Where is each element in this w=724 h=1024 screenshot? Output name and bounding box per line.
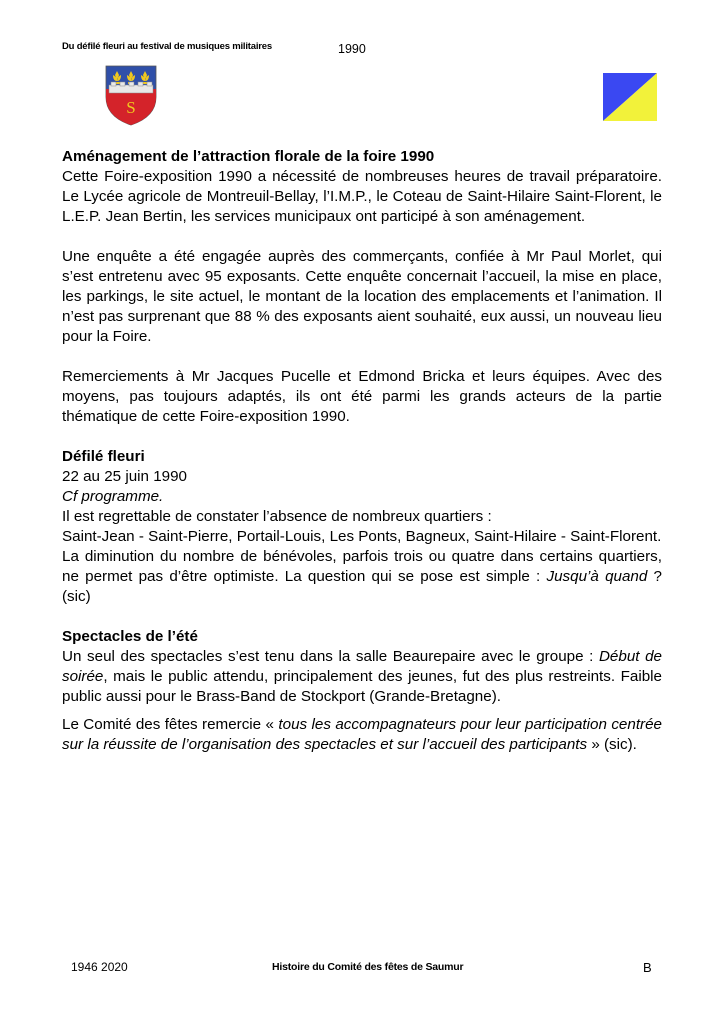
section-title-spectacles: Spectacles de l’été <box>62 628 198 645</box>
spectacles-text-b: , mais le public attendu, principalement des jeunes, fut des plus restreints. Faible public aussi pour le Brass-Band de Stockport (Grande-Bretagne). <box>62 668 662 705</box>
paragraph-remerciements: Remerciements à Mr Jacques Pucelle et Edmond Bricka et leurs équipes. Avec des moyens, pas toujours adaptés, ils ont été parmi les grands acteurs de la partie thématique de cette Foire-exposition 1990. <box>62 368 662 425</box>
footer-title: Histoire du Comité des fêtes de Saumur <box>272 961 464 973</box>
comite-text-b: » (sic). <box>587 736 637 753</box>
defile-date: 22 au 25 juin 1990 <box>62 468 187 485</box>
jusqu-a-quand: Jusqu’à quand <box>546 568 648 585</box>
section-title-defile: Défilé fleuri <box>62 448 145 465</box>
page-body <box>62 147 662 755</box>
section-title-amenagement: Aménagement de l’attraction florale de la foire 1990 <box>62 148 435 165</box>
paragraph-comite-remercie <box>62 715 662 755</box>
cf-programme: Cf programme. <box>62 488 164 505</box>
debut-de-soiree: Début de soirée <box>62 648 662 685</box>
crest-letter: S <box>126 98 136 117</box>
spectacles-text-a: Un seul des spectacles s’est tenu dans la salle Beaurepaire avec le groupe : <box>62 648 599 665</box>
paragraph-absence-quartiers: Il est regrettable de constater l’absence de nombreux quartiers : <box>62 508 492 525</box>
paragraph-benevoles <box>62 547 662 607</box>
blue-yellow-flag-icon <box>603 73 657 121</box>
paragraph-foire-preparation: Cette Foire-exposition 1990 a nécessité de nombreuses heures de travail préparatoire. Le Lycée agricole de Montreuil-Bellay, l’I.M.P., le Coteau de Saint-Hilaire Saint-Florent, le L.E.P. Jean Bertin, les services municipaux ont participé à son aménagement. <box>62 168 662 225</box>
footer-page-letter: B <box>643 960 652 975</box>
paragraph-spectacles <box>62 647 662 707</box>
running-header-subtitle: Du défilé fleuri au festival de musiques militaires <box>62 41 272 52</box>
comite-text-a: Le Comité des fêtes remercie « <box>62 716 279 733</box>
paragraph-quartiers-list: Saint-Jean - Saint-Pierre, Portail-Louis, Les Ponts, Bagneux, Saint-Hilaire - Saint-Florent. <box>62 528 662 545</box>
benevoles-end: ? (sic) <box>62 568 663 605</box>
saumur-coat-of-arms-icon <box>103 63 159 127</box>
comite-quote: tous les accompagnateurs pour leur participation centrée sur la réussite de l’organisation des spectacles et sur l’accueil des participants <box>62 716 662 753</box>
footer-years: 1946 2020 <box>71 960 128 974</box>
running-header-year: 1990 <box>338 42 366 56</box>
paragraph-enquete: Une enquête a été engagée auprès des commerçants, confiée à Mr Paul Morlet, qui s’est entretenu avec 95 exposants. Cette enquête concernait l’accueil, la mise en place, les parkings, le site actuel, le montant de la location des emplacements et l’animation. Il n’est pas surprenant que 88 % des exposants aient souhaité, eux aussi, un nouveau lieu pour la Foire. <box>62 248 662 345</box>
benevoles-text: La diminution du nombre de bénévoles, parfois trois ou quatre dans certains quartiers, ne permet pas d’être optimiste. La question qui se pose est simple : <box>62 548 662 585</box>
